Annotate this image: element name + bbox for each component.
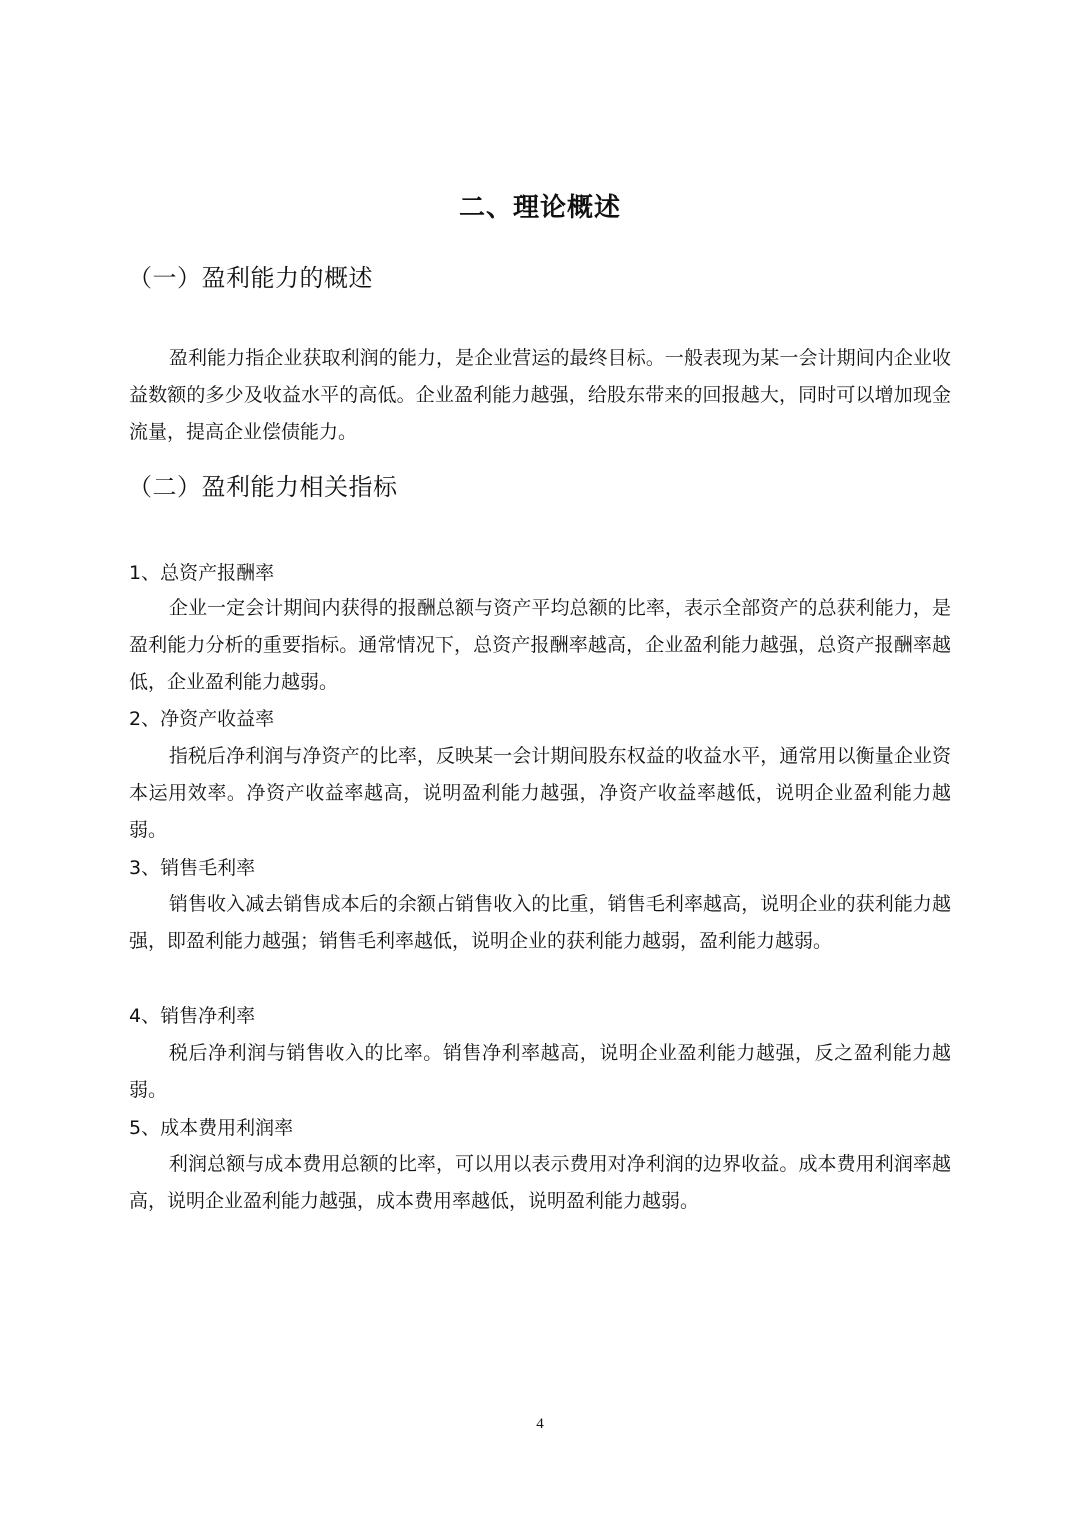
indicator-text-gross-margin: 销售收入减去销售成本后的余额占销售收入的比重，销售毛利率越高，说明企业的获利能力越强，即盈利能力越强；销售毛利率越低，说明企业的获利能力越弱，盈利能力越弱。 [129, 893, 951, 952]
indicator-text-roe: 指税后净利润与净资产的比率，反映某一会计期间股东权益的收益水平，通常用以衡量企业资本运用效率。净资产收益率越高，说明盈利能力越强，净资产收益率越低，说明企业盈利能力越弱。 [129, 745, 951, 841]
indicator-title-roa: 1、总资产报酬率 [129, 562, 275, 584]
indicator-title-cost-profit: 5、成本费用利润率 [129, 1117, 294, 1139]
section-title-overview: （一）盈利能力的概述 [128, 264, 373, 292]
indicator-title-roe: 2、净资产收益率 [129, 708, 275, 730]
indicator-text-net-margin: 税后净利润与销售收入的比率。销售净利率越高，说明企业盈利能力越强，反之盈利能力越弱。 [129, 1042, 951, 1101]
indicator-text-cost-profit: 利润总额与成本费用总额的比率，可以用以表示费用对净利润的边界收益。成本费用利润率越高，说明企业盈利能力越强，成本费用率越低，说明盈利能力越弱。 [129, 1153, 951, 1212]
indicator-text-roa: 企业一定会计期间内获得的报酬总额与资产平均总额的比率，表示全部资产的总获利能力，是盈利能力分析的重要指标。通常情况下，总资产报酬率越高，企业盈利能力越强，总资产报酬率越低，企业盈利能力越弱。 [129, 597, 951, 693]
section-title-indicators: （二）盈利能力相关指标 [128, 473, 398, 501]
indicator-title-net-margin: 4、销售净利率 [129, 1005, 256, 1027]
overview-paragraph: 盈利能力指企业获取利润的能力，是企业营运的最终目标。一般表现为某一会计期间内企业收益数额的多少及收益水平的高低。企业盈利能力越强，给股东带来的回报越大，同时可以增加现金流量，提高企业偿债能力。 [129, 347, 951, 443]
indicator-title-gross-margin: 3、销售毛利率 [129, 857, 256, 879]
page-number: 4 [536, 1416, 544, 1432]
chapter-title: 二、理论概述 [458, 193, 621, 223]
